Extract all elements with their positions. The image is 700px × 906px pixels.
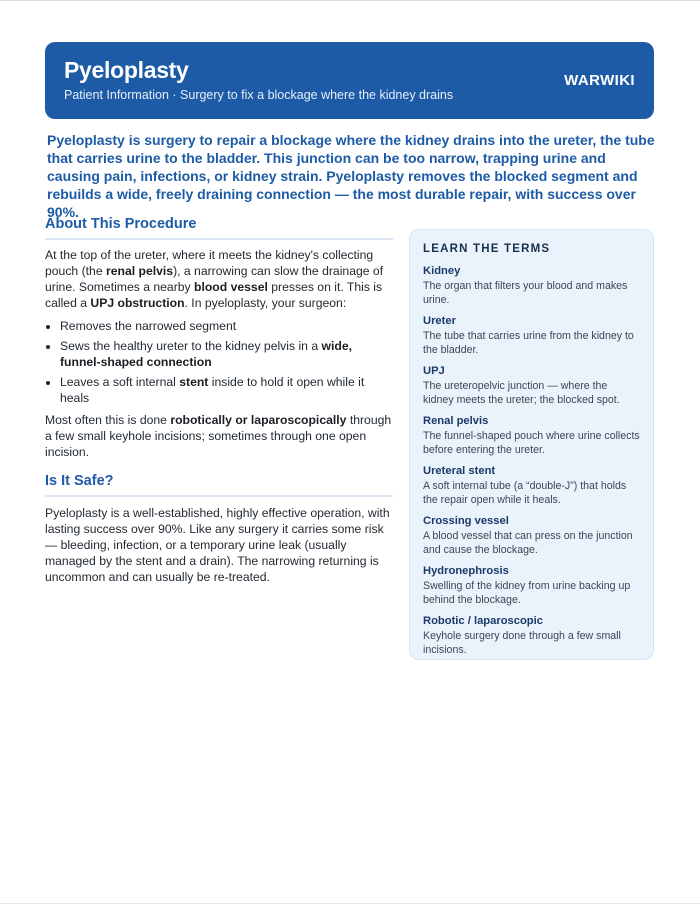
approach-text: Most often this is done <box>45 413 171 427</box>
about-text: At the top of the ureter, where it meets the kidney's collecting pouch (the <box>45 248 374 278</box>
glossary-term: Kidney <box>423 265 461 277</box>
about-heading: About This Procedure <box>45 216 393 240</box>
glossary-item <box>423 264 640 307</box>
glossary-definition: Swelling of the kidney from urine backing up behind the blockage. <box>423 580 631 606</box>
glossary-definition: The funnel-shaped pouch where urine collects before entering the ureter. <box>423 430 640 456</box>
glossary-definition: The ureteropelvic junction — where the kidney meets the ureter; the blocked spot. <box>423 380 620 406</box>
glossary-item <box>423 464 640 507</box>
step-text: Sews the healthy ureter to the kidney pelvis in a <box>60 339 322 353</box>
step-text: inside to hold it open while it heals <box>60 375 365 405</box>
list-item <box>60 318 393 334</box>
glossary-definition: Keyhole surgery done through a few small incisions. <box>423 630 621 656</box>
procedure-steps-list <box>45 318 393 406</box>
top-divider <box>0 0 700 1</box>
glossary-item <box>423 614 640 657</box>
glossary-definition: A blood vessel that can press on the junction and cause the blockage. <box>423 530 633 556</box>
about-paragraph <box>45 247 393 311</box>
page-title: Pyeloplasty <box>64 57 189 83</box>
main-content <box>45 216 393 585</box>
brand-logo: WARWIKI <box>564 72 635 89</box>
safety-heading: Is It Safe? <box>45 473 393 497</box>
lead-paragraph: Pyeloplasty is surgery to repair a blockage where the kidney drains into the ureter, the tube that carries urine to the bladder. This junction can be too narrow, trapping urine and causing pain, infections, or kidney strain. Pyeloplasty removes the blocked segment and rebuilds a wide, freely draining connection — the most durable repair, with success over 90%. <box>47 132 655 220</box>
list-item <box>60 374 393 406</box>
glossary-definition: The organ that filters your blood and makes urine. <box>423 280 628 306</box>
glossary-box <box>409 229 654 660</box>
glossary-term: Crossing vessel <box>423 515 509 527</box>
glossary-term: Robotic / laparoscopic <box>423 615 543 627</box>
safety-paragraph: Pyeloplasty is a well-established, highly effective operation, with lasting success over 90%. Like any surgery it carries some risk — bleeding, infection, or a temporary urine leak (usually managed by the stent and a drain). The narrowing returning is uncommon and can usually be re-treated. <box>45 506 390 584</box>
glossary-term: Renal pelvis <box>423 415 489 427</box>
approach-emphasis: robotically or laparoscopically <box>170 413 347 427</box>
glossary-term: UPJ <box>423 365 445 377</box>
list-item <box>60 338 393 370</box>
step-emphasis: wide, funnel-shaped connection <box>60 339 352 369</box>
approach-paragraph <box>45 412 393 460</box>
page-header <box>45 42 654 119</box>
step-text: Leaves a soft internal <box>60 375 180 389</box>
term-renal-pelvis: renal pelvis <box>105 264 174 278</box>
about-text: ), a narrowing can slow the drainage of urine. Sometimes a nearby <box>45 264 384 294</box>
term-upj-obstruction: UPJ obstruction <box>90 296 185 310</box>
glossary-item <box>423 514 640 557</box>
glossary-title: LEARN THE TERMS <box>423 243 551 255</box>
glossary-item <box>423 314 640 357</box>
approach-text: through a few small keyhole incisions; sometimes through one open incision. <box>45 413 392 459</box>
glossary-term: Ureter <box>423 315 456 327</box>
term-blood-vessel: blood vessel <box>194 280 268 294</box>
glossary-item <box>423 564 640 607</box>
glossary-item <box>423 364 640 407</box>
about-text: . In pyeloplasty, your surgeon: <box>184 296 347 310</box>
glossary-term: Hydronephrosis <box>423 565 509 577</box>
glossary-definition: A soft internal tube (a “double-J”) that holds the repair open while it heals. <box>423 480 627 506</box>
bottom-divider <box>0 903 700 904</box>
glossary-term: Ureteral stent <box>423 465 496 477</box>
step-text: Removes the narrowed segment <box>60 319 237 333</box>
page-subtitle: Patient Information · Surgery to fix a blockage where the kidney drains <box>64 88 454 102</box>
about-text: presses on it. This is called a <box>45 280 383 310</box>
step-emphasis: stent <box>179 375 209 389</box>
glossary-item <box>423 414 640 457</box>
glossary-definition: The tube that carries urine from the kidney to the bladder. <box>423 330 634 356</box>
